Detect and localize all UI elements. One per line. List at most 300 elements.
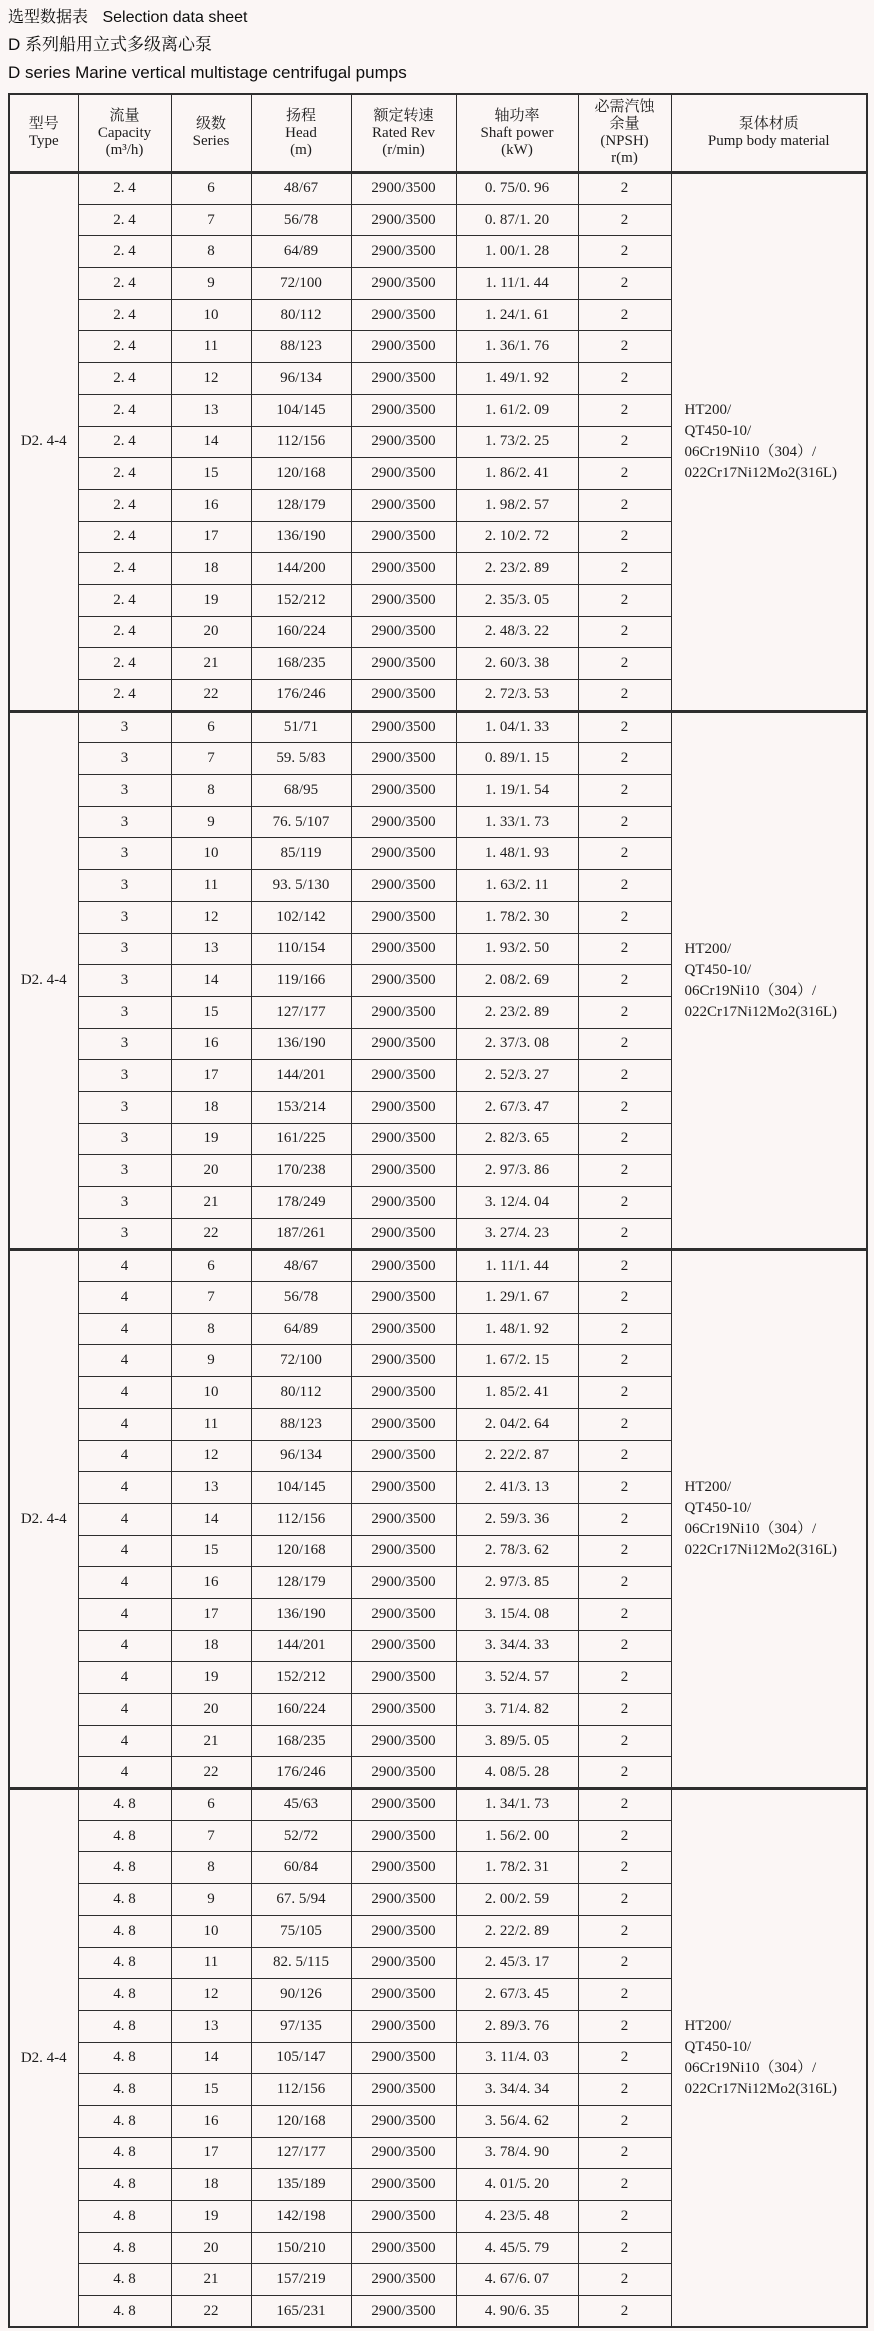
power-cell: 3. 56/4. 62 bbox=[456, 2105, 578, 2137]
npsh-cell: 2 bbox=[578, 1060, 671, 1092]
power-cell: 1. 85/2. 41 bbox=[456, 1377, 578, 1409]
npsh-cell: 2 bbox=[578, 1503, 671, 1535]
series-cell: 22 bbox=[171, 2296, 251, 2328]
head-cell: 142/198 bbox=[251, 2201, 351, 2233]
series-cell: 11 bbox=[171, 870, 251, 902]
head-cell: 56/78 bbox=[251, 1282, 351, 1314]
rev-cell: 2900/3500 bbox=[351, 1694, 456, 1726]
npsh-cell: 2 bbox=[578, 2264, 671, 2296]
series-cell: 12 bbox=[171, 363, 251, 395]
capacity-cell: 3 bbox=[78, 1060, 171, 1092]
npsh-cell: 2 bbox=[578, 2169, 671, 2201]
header-line: Pump body material bbox=[707, 133, 830, 149]
header-line: Type bbox=[28, 133, 59, 149]
rev-cell: 2900/3500 bbox=[351, 553, 456, 585]
rev-cell: 2900/3500 bbox=[351, 521, 456, 553]
capacity-cell: 3 bbox=[78, 1091, 171, 1123]
power-cell: 1. 11/1. 44 bbox=[456, 1250, 578, 1282]
power-cell: 1. 48/1. 92 bbox=[456, 1313, 578, 1345]
type-cell: D2. 4-4 bbox=[9, 173, 78, 712]
rev-cell: 2900/3500 bbox=[351, 299, 456, 331]
npsh-cell: 2 bbox=[578, 1250, 671, 1282]
series-cell: 21 bbox=[171, 648, 251, 680]
head-cell: 136/190 bbox=[251, 1028, 351, 1060]
npsh-cell: 2 bbox=[578, 2042, 671, 2074]
head-cell: 110/154 bbox=[251, 933, 351, 965]
rev-cell: 2900/3500 bbox=[351, 1472, 456, 1504]
power-cell: 1. 98/2. 57 bbox=[456, 489, 578, 521]
header-line: (NPSH) bbox=[600, 133, 649, 149]
npsh-cell: 2 bbox=[578, 838, 671, 870]
capacity-cell: 3 bbox=[78, 806, 171, 838]
type-cell: D2. 4-4 bbox=[9, 1789, 78, 2328]
power-cell: 1. 11/1. 44 bbox=[456, 268, 578, 300]
head-cell: 45/63 bbox=[251, 1789, 351, 1821]
head-cell: 80/112 bbox=[251, 299, 351, 331]
npsh-cell: 2 bbox=[578, 1852, 671, 1884]
rev-cell: 2900/3500 bbox=[351, 2137, 456, 2169]
rev-cell: 2900/3500 bbox=[351, 2264, 456, 2296]
head-cell: 144/201 bbox=[251, 1060, 351, 1092]
series-cell: 17 bbox=[171, 521, 251, 553]
header-line: 轴功率 bbox=[494, 107, 540, 124]
material-line: QT450-10/ bbox=[684, 1500, 752, 1517]
rev-cell: 2900/3500 bbox=[351, 2169, 456, 2201]
rev-cell: 2900/3500 bbox=[351, 1725, 456, 1757]
rev-cell: 2900/3500 bbox=[351, 1535, 456, 1567]
npsh-cell: 2 bbox=[578, 1313, 671, 1345]
rev-cell: 2900/3500 bbox=[351, 1091, 456, 1123]
head-cell: 165/231 bbox=[251, 2296, 351, 2328]
series-cell: 18 bbox=[171, 1091, 251, 1123]
capacity-cell: 2. 4 bbox=[78, 204, 171, 236]
rev-cell: 2900/3500 bbox=[351, 1567, 456, 1599]
capacity-cell: 4. 8 bbox=[78, 2137, 171, 2169]
series-cell: 10 bbox=[171, 1915, 251, 1947]
series-cell: 18 bbox=[171, 2169, 251, 2201]
power-cell: 4. 45/5. 79 bbox=[456, 2232, 578, 2264]
capacity-cell: 4 bbox=[78, 1377, 171, 1409]
power-cell: 2. 04/2. 64 bbox=[456, 1408, 578, 1440]
series-cell: 15 bbox=[171, 2074, 251, 2106]
head-cell: 88/123 bbox=[251, 1408, 351, 1440]
series-cell: 12 bbox=[171, 1979, 251, 2011]
capacity-cell: 4 bbox=[78, 1440, 171, 1472]
npsh-cell: 2 bbox=[578, 489, 671, 521]
series-cell: 16 bbox=[171, 489, 251, 521]
npsh-cell: 2 bbox=[578, 743, 671, 775]
head-cell: 161/225 bbox=[251, 1123, 351, 1155]
series-cell: 10 bbox=[171, 1377, 251, 1409]
rev-cell: 2900/3500 bbox=[351, 331, 456, 363]
head-cell: 136/190 bbox=[251, 1598, 351, 1630]
rev-cell: 2900/3500 bbox=[351, 1662, 456, 1694]
rev-cell: 2900/3500 bbox=[351, 363, 456, 395]
rev-cell: 2900/3500 bbox=[351, 1345, 456, 1377]
series-cell: 8 bbox=[171, 1313, 251, 1345]
material-cell bbox=[671, 711, 867, 1250]
head-cell: 127/177 bbox=[251, 2137, 351, 2169]
power-cell: 1. 78/2. 31 bbox=[456, 1852, 578, 1884]
header-line: (m) bbox=[290, 141, 312, 158]
series-cell: 10 bbox=[171, 838, 251, 870]
column-header-series bbox=[171, 94, 251, 173]
capacity-cell: 4. 8 bbox=[78, 1884, 171, 1916]
npsh-cell: 2 bbox=[578, 204, 671, 236]
series-cell: 20 bbox=[171, 616, 251, 648]
capacity-cell: 3 bbox=[78, 1187, 171, 1219]
material-line: HT200/ bbox=[684, 1479, 732, 1496]
series-cell: 12 bbox=[171, 1440, 251, 1472]
table-body bbox=[9, 173, 867, 2328]
capacity-cell: 2. 4 bbox=[78, 299, 171, 331]
power-cell: 2. 22/2. 89 bbox=[456, 1915, 578, 1947]
power-cell: 2. 60/3. 38 bbox=[456, 648, 578, 680]
rev-cell: 2900/3500 bbox=[351, 1852, 456, 1884]
npsh-cell: 2 bbox=[578, 1282, 671, 1314]
power-cell: 2. 00/2. 59 bbox=[456, 1884, 578, 1916]
material-line: 06Cr19Ni10（304）/ bbox=[684, 1521, 817, 1538]
capacity-cell: 3 bbox=[78, 1218, 171, 1250]
capacity-cell: 2. 4 bbox=[78, 236, 171, 268]
capacity-cell: 4. 8 bbox=[78, 1789, 171, 1821]
header-line: 余量 bbox=[609, 116, 640, 132]
series-cell: 7 bbox=[171, 204, 251, 236]
head-cell: 56/78 bbox=[251, 204, 351, 236]
header-line: 流量 bbox=[109, 107, 140, 124]
head-cell: 64/89 bbox=[251, 1313, 351, 1345]
rev-cell: 2900/3500 bbox=[351, 870, 456, 902]
series-cell: 11 bbox=[171, 1408, 251, 1440]
power-cell: 2. 82/3. 65 bbox=[456, 1123, 578, 1155]
npsh-cell: 2 bbox=[578, 1218, 671, 1250]
power-cell: 2. 37/3. 08 bbox=[456, 1028, 578, 1060]
npsh-cell: 2 bbox=[578, 236, 671, 268]
series-cell: 21 bbox=[171, 1725, 251, 1757]
page-title bbox=[8, 5, 874, 31]
series-cell: 8 bbox=[171, 236, 251, 268]
power-cell: 3. 89/5. 05 bbox=[456, 1725, 578, 1757]
head-cell: 96/134 bbox=[251, 363, 351, 395]
rev-cell: 2900/3500 bbox=[351, 1028, 456, 1060]
npsh-cell: 2 bbox=[578, 2105, 671, 2137]
rev-cell: 2900/3500 bbox=[351, 1218, 456, 1250]
capacity-cell: 4 bbox=[78, 1345, 171, 1377]
series-cell: 19 bbox=[171, 2201, 251, 2233]
head-cell: 136/190 bbox=[251, 521, 351, 553]
series-cell: 14 bbox=[171, 965, 251, 997]
rev-cell: 2900/3500 bbox=[351, 933, 456, 965]
capacity-cell: 2. 4 bbox=[78, 553, 171, 585]
capacity-cell: 4. 8 bbox=[78, 2169, 171, 2201]
capacity-cell: 2. 4 bbox=[78, 584, 171, 616]
rev-cell: 2900/3500 bbox=[351, 838, 456, 870]
rev-cell: 2900/3500 bbox=[351, 1187, 456, 1219]
power-cell: 1. 24/1. 61 bbox=[456, 299, 578, 331]
rev-cell: 2900/3500 bbox=[351, 1947, 456, 1979]
head-cell: 152/212 bbox=[251, 1662, 351, 1694]
power-cell: 1. 73/2. 25 bbox=[456, 426, 578, 458]
power-cell: 1. 67/2. 15 bbox=[456, 1345, 578, 1377]
power-cell: 3. 15/4. 08 bbox=[456, 1598, 578, 1630]
series-cell: 6 bbox=[171, 1789, 251, 1821]
rev-cell: 2900/3500 bbox=[351, 616, 456, 648]
series-cell: 22 bbox=[171, 1218, 251, 1250]
head-cell: 72/100 bbox=[251, 268, 351, 300]
series-cell: 15 bbox=[171, 996, 251, 1028]
series-cell: 20 bbox=[171, 2232, 251, 2264]
series-cell: 13 bbox=[171, 933, 251, 965]
power-cell: 2. 35/3. 05 bbox=[456, 584, 578, 616]
power-cell: 3. 27/4. 23 bbox=[456, 1218, 578, 1250]
npsh-cell: 2 bbox=[578, 806, 671, 838]
power-cell: 1. 93/2. 50 bbox=[456, 933, 578, 965]
series-cell: 18 bbox=[171, 1630, 251, 1662]
capacity-cell: 4. 8 bbox=[78, 1947, 171, 1979]
series-cell: 12 bbox=[171, 901, 251, 933]
capacity-cell: 2. 4 bbox=[78, 458, 171, 490]
rev-cell: 2900/3500 bbox=[351, 1915, 456, 1947]
power-cell: 2. 52/3. 27 bbox=[456, 1060, 578, 1092]
head-cell: 52/72 bbox=[251, 1820, 351, 1852]
capacity-cell: 4 bbox=[78, 1250, 171, 1282]
head-cell: 160/224 bbox=[251, 616, 351, 648]
capacity-cell: 4 bbox=[78, 1313, 171, 1345]
table-row bbox=[9, 1789, 867, 1821]
power-cell: 3. 11/4. 03 bbox=[456, 2042, 578, 2074]
rev-cell: 2900/3500 bbox=[351, 965, 456, 997]
series-cell: 17 bbox=[171, 1060, 251, 1092]
npsh-cell: 2 bbox=[578, 870, 671, 902]
npsh-cell: 2 bbox=[578, 1979, 671, 2011]
npsh-cell: 2 bbox=[578, 1947, 671, 1979]
capacity-cell: 4. 8 bbox=[78, 2296, 171, 2328]
head-cell: 170/238 bbox=[251, 1155, 351, 1187]
material-line: HT200/ bbox=[684, 2018, 732, 2035]
material-line: 06Cr19Ni10（304）/ bbox=[684, 2060, 817, 2077]
series-cell: 6 bbox=[171, 1250, 251, 1282]
head-cell: 59. 5/83 bbox=[251, 743, 351, 775]
header-line: 级数 bbox=[195, 116, 226, 132]
material-line: 022Cr17Ni12Mo2(316L) bbox=[684, 1542, 837, 1559]
material-line: HT200/ bbox=[684, 401, 732, 418]
capacity-cell: 2. 4 bbox=[78, 426, 171, 458]
power-cell: 2. 10/2. 72 bbox=[456, 521, 578, 553]
head-cell: 72/100 bbox=[251, 1345, 351, 1377]
series-cell: 13 bbox=[171, 1472, 251, 1504]
power-cell: 1. 00/1. 28 bbox=[456, 236, 578, 268]
head-cell: 112/156 bbox=[251, 2074, 351, 2106]
power-cell: 0. 87/1. 20 bbox=[456, 204, 578, 236]
npsh-cell: 2 bbox=[578, 1725, 671, 1757]
head-cell: 135/189 bbox=[251, 2169, 351, 2201]
series-cell: 9 bbox=[171, 1884, 251, 1916]
rev-cell: 2900/3500 bbox=[351, 2010, 456, 2042]
series-cell: 16 bbox=[171, 1567, 251, 1599]
npsh-cell: 2 bbox=[578, 711, 671, 743]
capacity-cell: 3 bbox=[78, 1155, 171, 1187]
capacity-cell: 2. 4 bbox=[78, 521, 171, 553]
column-header-type bbox=[9, 94, 78, 173]
rev-cell: 2900/3500 bbox=[351, 2232, 456, 2264]
head-cell: 128/179 bbox=[251, 489, 351, 521]
capacity-cell: 2. 4 bbox=[78, 363, 171, 395]
power-cell: 2. 48/3. 22 bbox=[456, 616, 578, 648]
rev-cell: 2900/3500 bbox=[351, 996, 456, 1028]
page-subtitle-en: D series Marine vertical multistage centrifugal pumps bbox=[8, 63, 407, 82]
power-cell: 4. 01/5. 20 bbox=[456, 2169, 578, 2201]
page-header bbox=[0, 0, 874, 93]
series-cell: 8 bbox=[171, 775, 251, 807]
rev-cell: 2900/3500 bbox=[351, 1408, 456, 1440]
column-header-rev bbox=[351, 94, 456, 173]
npsh-cell: 2 bbox=[578, 1789, 671, 1821]
capacity-cell: 4. 8 bbox=[78, 1852, 171, 1884]
series-cell: 14 bbox=[171, 1503, 251, 1535]
column-header-capacity bbox=[78, 94, 171, 173]
header-line: r(m) bbox=[611, 150, 638, 166]
series-cell: 10 bbox=[171, 299, 251, 331]
capacity-cell: 4 bbox=[78, 1408, 171, 1440]
rev-cell: 2900/3500 bbox=[351, 1598, 456, 1630]
npsh-cell: 2 bbox=[578, 901, 671, 933]
head-cell: 176/246 bbox=[251, 1757, 351, 1789]
power-cell: 2. 22/2. 87 bbox=[456, 1440, 578, 1472]
rev-cell: 2900/3500 bbox=[351, 901, 456, 933]
capacity-cell: 3 bbox=[78, 870, 171, 902]
head-cell: 144/200 bbox=[251, 553, 351, 585]
power-cell: 4. 08/5. 28 bbox=[456, 1757, 578, 1789]
npsh-cell: 2 bbox=[578, 680, 671, 712]
npsh-cell: 2 bbox=[578, 1408, 671, 1440]
npsh-cell: 2 bbox=[578, 1091, 671, 1123]
power-cell: 2. 67/3. 45 bbox=[456, 1979, 578, 2011]
power-cell: 4. 23/5. 48 bbox=[456, 2201, 578, 2233]
rev-cell: 2900/3500 bbox=[351, 743, 456, 775]
rev-cell: 2900/3500 bbox=[351, 1250, 456, 1282]
head-cell: 187/261 bbox=[251, 1218, 351, 1250]
rev-cell: 2900/3500 bbox=[351, 2042, 456, 2074]
rev-cell: 2900/3500 bbox=[351, 1503, 456, 1535]
head-cell: 80/112 bbox=[251, 1377, 351, 1409]
rev-cell: 2900/3500 bbox=[351, 1789, 456, 1821]
rev-cell: 2900/3500 bbox=[351, 1123, 456, 1155]
head-cell: 119/166 bbox=[251, 965, 351, 997]
capacity-cell: 3 bbox=[78, 743, 171, 775]
capacity-cell: 3 bbox=[78, 1028, 171, 1060]
series-cell: 16 bbox=[171, 2105, 251, 2137]
rev-cell: 2900/3500 bbox=[351, 2074, 456, 2106]
material-line: QT450-10/ bbox=[684, 2039, 752, 2056]
npsh-cell: 2 bbox=[578, 553, 671, 585]
rev-cell: 2900/3500 bbox=[351, 584, 456, 616]
rev-cell: 2900/3500 bbox=[351, 1820, 456, 1852]
material-cell bbox=[671, 1250, 867, 1789]
capacity-cell: 3 bbox=[78, 901, 171, 933]
power-cell: 2. 41/3. 13 bbox=[456, 1472, 578, 1504]
header-line: 扬程 bbox=[285, 107, 316, 124]
power-cell: 1. 33/1. 73 bbox=[456, 806, 578, 838]
npsh-cell: 2 bbox=[578, 173, 671, 205]
table-row bbox=[9, 173, 867, 205]
capacity-cell: 4 bbox=[78, 1282, 171, 1314]
capacity-cell: 4. 8 bbox=[78, 2042, 171, 2074]
capacity-cell: 4. 8 bbox=[78, 1820, 171, 1852]
npsh-cell: 2 bbox=[578, 2232, 671, 2264]
capacity-cell: 4 bbox=[78, 1662, 171, 1694]
rev-cell: 2900/3500 bbox=[351, 1884, 456, 1916]
series-cell: 18 bbox=[171, 553, 251, 585]
capacity-cell: 4 bbox=[78, 1503, 171, 1535]
head-cell: 178/249 bbox=[251, 1187, 351, 1219]
head-cell: 105/147 bbox=[251, 2042, 351, 2074]
series-cell: 21 bbox=[171, 2264, 251, 2296]
power-cell: 2. 72/3. 53 bbox=[456, 680, 578, 712]
head-cell: 152/212 bbox=[251, 584, 351, 616]
table-row bbox=[9, 1250, 867, 1282]
head-cell: 168/235 bbox=[251, 648, 351, 680]
capacity-cell: 4. 8 bbox=[78, 2105, 171, 2137]
npsh-cell: 2 bbox=[578, 1757, 671, 1789]
power-cell: 0. 89/1. 15 bbox=[456, 743, 578, 775]
rev-cell: 2900/3500 bbox=[351, 775, 456, 807]
series-cell: 7 bbox=[171, 1820, 251, 1852]
capacity-cell: 4 bbox=[78, 1567, 171, 1599]
series-cell: 14 bbox=[171, 2042, 251, 2074]
power-cell: 1. 48/1. 93 bbox=[456, 838, 578, 870]
npsh-cell: 2 bbox=[578, 2074, 671, 2106]
material-line: 06Cr19Ni10（304）/ bbox=[684, 443, 817, 460]
material-line: QT450-10/ bbox=[684, 422, 752, 439]
power-cell: 3. 12/4. 04 bbox=[456, 1187, 578, 1219]
material-cell bbox=[671, 173, 867, 712]
rev-cell: 2900/3500 bbox=[351, 268, 456, 300]
head-cell: 96/134 bbox=[251, 1440, 351, 1472]
head-cell: 128/179 bbox=[251, 1567, 351, 1599]
rev-cell: 2900/3500 bbox=[351, 426, 456, 458]
npsh-cell: 2 bbox=[578, 363, 671, 395]
head-cell: 60/84 bbox=[251, 1852, 351, 1884]
capacity-cell: 2. 4 bbox=[78, 173, 171, 205]
power-cell: 1. 86/2. 41 bbox=[456, 458, 578, 490]
head-cell: 51/71 bbox=[251, 711, 351, 743]
capacity-cell: 4 bbox=[78, 1630, 171, 1662]
rev-cell: 2900/3500 bbox=[351, 2201, 456, 2233]
power-cell: 0. 75/0. 96 bbox=[456, 173, 578, 205]
series-cell: 13 bbox=[171, 394, 251, 426]
header-line: (kW) bbox=[501, 141, 533, 158]
table-header bbox=[9, 94, 867, 173]
column-header-npsh bbox=[578, 94, 671, 173]
head-cell: 75/105 bbox=[251, 1915, 351, 1947]
head-cell: 76. 5/107 bbox=[251, 806, 351, 838]
head-cell: 168/235 bbox=[251, 1725, 351, 1757]
type-cell: D2. 4-4 bbox=[9, 1250, 78, 1789]
series-cell: 20 bbox=[171, 1155, 251, 1187]
series-cell: 19 bbox=[171, 1123, 251, 1155]
head-cell: 104/145 bbox=[251, 394, 351, 426]
capacity-cell: 3 bbox=[78, 775, 171, 807]
power-cell: 2. 97/3. 86 bbox=[456, 1155, 578, 1187]
npsh-cell: 2 bbox=[578, 1345, 671, 1377]
npsh-cell: 2 bbox=[578, 933, 671, 965]
power-cell: 1. 04/1. 33 bbox=[456, 711, 578, 743]
head-cell: 144/201 bbox=[251, 1630, 351, 1662]
npsh-cell: 2 bbox=[578, 965, 671, 997]
head-cell: 127/177 bbox=[251, 996, 351, 1028]
head-cell: 112/156 bbox=[251, 426, 351, 458]
header-line: 泵体材质 bbox=[738, 116, 799, 132]
